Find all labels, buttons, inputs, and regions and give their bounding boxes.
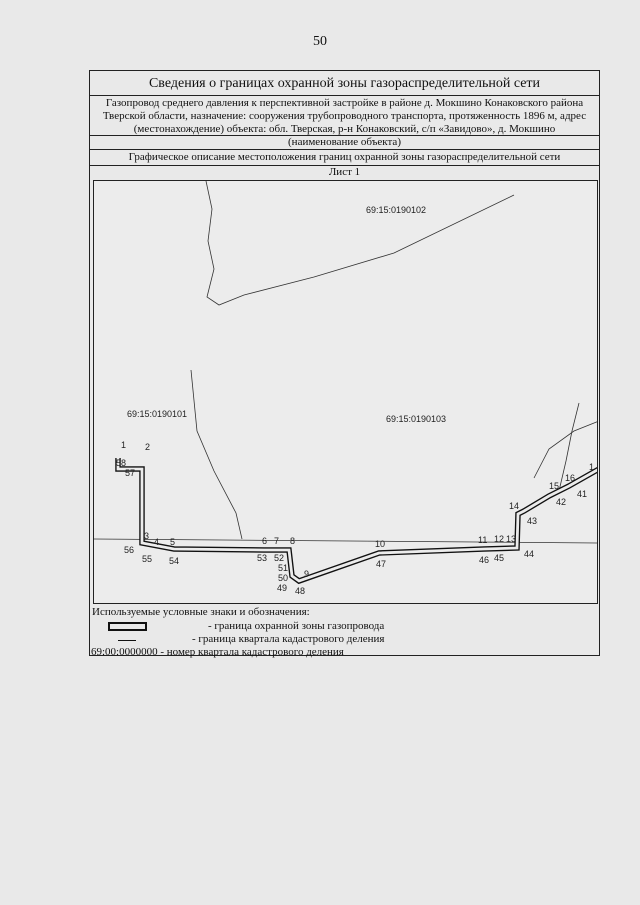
point-label: 4 (154, 537, 160, 547)
point-label: 7 (274, 536, 280, 546)
point-label: 56 (124, 545, 135, 555)
point-label: 45 (494, 553, 505, 563)
point-label: 9 (304, 569, 310, 579)
boundary-info-table (89, 70, 600, 656)
point-label: 58 (116, 458, 127, 468)
object-description-label: (наименование объекта) (90, 136, 599, 150)
page-number: 50 (313, 34, 327, 49)
point-label: 41 (577, 489, 588, 499)
point-label: 10 (375, 539, 386, 549)
legend (90, 604, 599, 656)
point-label: 50 (278, 573, 289, 583)
point-label: 14 (509, 501, 520, 511)
point-label: 42 (556, 497, 567, 507)
point-label: 8 (290, 536, 296, 546)
point-label: 16 (565, 473, 576, 483)
point-label: 3 (144, 531, 150, 541)
legend-quarter-boundary: - граница квартала кадастрового деления (192, 633, 385, 645)
point-label: 13 (506, 534, 517, 544)
point-label: 15 (549, 481, 560, 491)
cadastral-map (93, 180, 598, 604)
legend-quarter-number: 69:00:0000000 - номер квартала кадастрового деления (91, 646, 344, 658)
point-label: 1 (121, 440, 127, 450)
point-label: 48 (295, 586, 306, 596)
quarter-label-0190103: 69:15:0190103 (386, 414, 447, 424)
quarter-boundary-top (206, 181, 514, 305)
point-label: 55 (142, 554, 153, 564)
point-label: 5 (170, 537, 176, 547)
point-label: 49 (277, 583, 288, 593)
quarter-boundary-swatch (118, 640, 136, 641)
table-title: Сведения о границах охранной зоны газораспределительной сети (90, 71, 599, 96)
point-label: 53 (257, 553, 268, 563)
quarter-boundary-west (191, 370, 242, 539)
point-label: 43 (527, 516, 538, 526)
point-label: 11 (478, 535, 488, 545)
legend-title: Используемые условные знаки и обозначения: (92, 606, 310, 618)
quarter-label-0190101: 69:15:0190101 (127, 409, 188, 419)
point-label: 57 (125, 468, 136, 478)
legend-zone-boundary: - граница охранной зоны газопровода (208, 620, 385, 632)
point-label: 54 (169, 556, 180, 566)
point-label: 2 (145, 442, 151, 452)
zone-boundary-swatch (108, 622, 147, 631)
point-label: 12 (494, 534, 505, 544)
point-label: 44 (524, 549, 535, 559)
quarter-boundaries (94, 181, 598, 543)
point-label: 52 (274, 553, 285, 563)
graphic-description-title: Графическое описание местоположения границ охранной зоны газораспределительной сети (90, 150, 599, 166)
map-drawing (94, 181, 598, 604)
quarter-label-0190102: 69:15:0190102 (366, 205, 427, 215)
point-label: 51 (278, 563, 289, 573)
point-label: 47 (376, 559, 387, 569)
object-description: Газопровод среднего давления к перспективной застройке в районе д. Мокшино Конаковского района Тверской области, назначение: сооружения трубопроводного транспорта, протяженность 1896 м, адрес (местонахождение) объекта: обл. Тверская, р-н Конаковский, с/п «Завидово», д. Мокшино (90, 96, 599, 136)
sheet-label: Лист 1 (328, 166, 361, 178)
point-label: 46 (479, 555, 490, 565)
protection-zone-boundary (118, 458, 598, 581)
point-numbers (116, 440, 594, 596)
point-label: 6 (262, 536, 268, 546)
point-label: 1 (589, 462, 595, 472)
